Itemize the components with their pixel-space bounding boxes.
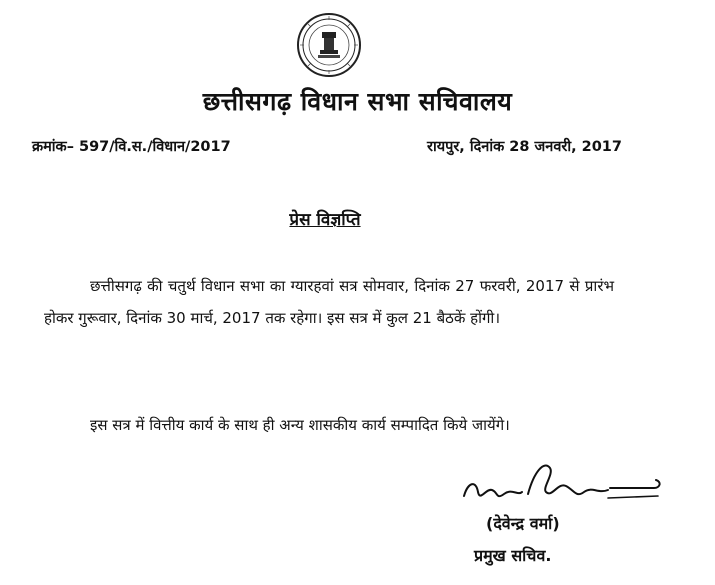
signatory-designation: प्रमुख सचिव. — [474, 546, 552, 565]
body-paragraph-1: छत्तीसगढ़ की चतुर्थ विधान सभा का ग्यारहवां सत्र सोमवार, दिनांक 27 फरवरी, 2017 से प्रारंभ होकर गुरूवार, दिनांक 30 मार्च, 2017 तक रहेगा। इस सत्र में कुल 21 बैठकें होंगी। — [44, 277, 614, 327]
reference-number: क्रमांक– 597/वि.स./विधान/2017 — [32, 139, 231, 155]
body-paragraph-2: इस सत्र में वित्तीय कार्य के साथ ही अन्य शासकीय कार्य सम्पादित किये जायेंगे। — [90, 416, 510, 434]
reference-line — [32, 136, 622, 156]
state-emblem-seal-icon — [296, 12, 362, 78]
signatory-name: (देवेन्द्र वर्मा) — [486, 514, 560, 533]
place-date: रायपुर, दिनांक 28 जनवरी, 2017 — [427, 139, 622, 155]
press-release-heading: प्रेस विज्ञप्ति — [289, 210, 361, 230]
document-title: छत्तीसगढ़ विधान सभा सचिवालय — [202, 87, 513, 116]
handwritten-signature-icon — [458, 452, 670, 514]
